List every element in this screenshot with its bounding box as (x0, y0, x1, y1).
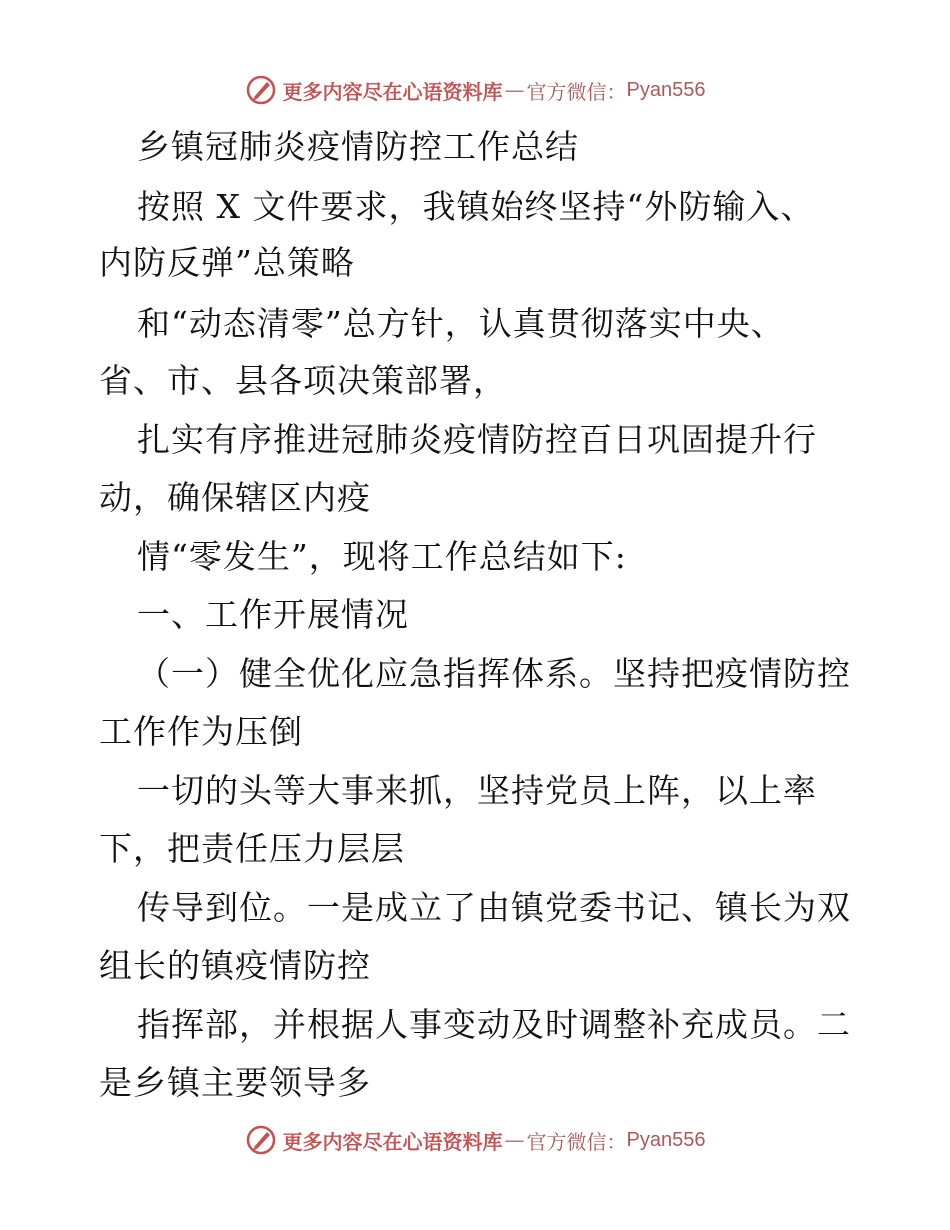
watermark-handle: Pyan556 (626, 1128, 706, 1151)
watermark-wechat-label: 官方微信： (526, 79, 627, 104)
quill-logo-icon (245, 1124, 277, 1156)
paragraph-line: 下，把责任压力层层 (99, 829, 405, 868)
watermark-handle: Pyan556 (626, 78, 706, 101)
paragraph-line: （一）健全优化应急指挥体系。坚持把疫情防控 (137, 654, 851, 693)
paragraph-line: 和“动态清零”总方针，认真贯彻落实中央、 (137, 304, 785, 343)
paragraph-line: 一切的头等大事来抓，坚持党员上阵，以上率 (137, 771, 817, 810)
paragraph-line: 省、市、县各项决策部署， (99, 361, 507, 400)
header-watermark-banner (0, 70, 950, 110)
paragraph-line: 组长的镇疫情防控 (99, 946, 371, 985)
watermark-brand-text: 更多内容尽在心语资料库 (282, 79, 503, 104)
document-title: 乡镇冠肺炎疫情防控工作总结 (137, 127, 579, 166)
paragraph-line: 是乡镇主要领导多 (99, 1063, 371, 1102)
paragraph-line: 内防反弹”总策略 (99, 243, 355, 282)
paragraph-line: 扎实有序推进冠肺炎疫情防控百日巩固提升行 (137, 420, 817, 459)
watermark-wechat-label: 官方微信： (526, 1129, 627, 1154)
paragraph-line: 情“零发生”，现将工作总结如下: (137, 537, 627, 576)
footer-watermark-banner (0, 1120, 950, 1160)
watermark-brand-text: 更多内容尽在心语资料库 (282, 1129, 503, 1154)
paragraph-line: 动，确保辖区内疫 (99, 478, 371, 517)
paragraph-line: 传导到位。一是成立了由镇党委书记、镇长为双 (137, 888, 851, 927)
paragraph-line: 指挥部，并根据人事变动及时调整补充成员。二 (137, 1005, 851, 1044)
paragraph-line: 工作作为压倒 (99, 712, 303, 751)
watermark-separator: — (504, 78, 525, 102)
paragraph-line: 按照 X 文件要求，我镇始终坚持“外防输入、 (137, 187, 815, 226)
section-heading: 一、工作开展情况 (137, 595, 409, 634)
watermark-separator: — (504, 1128, 525, 1152)
quill-logo-icon (245, 74, 277, 106)
